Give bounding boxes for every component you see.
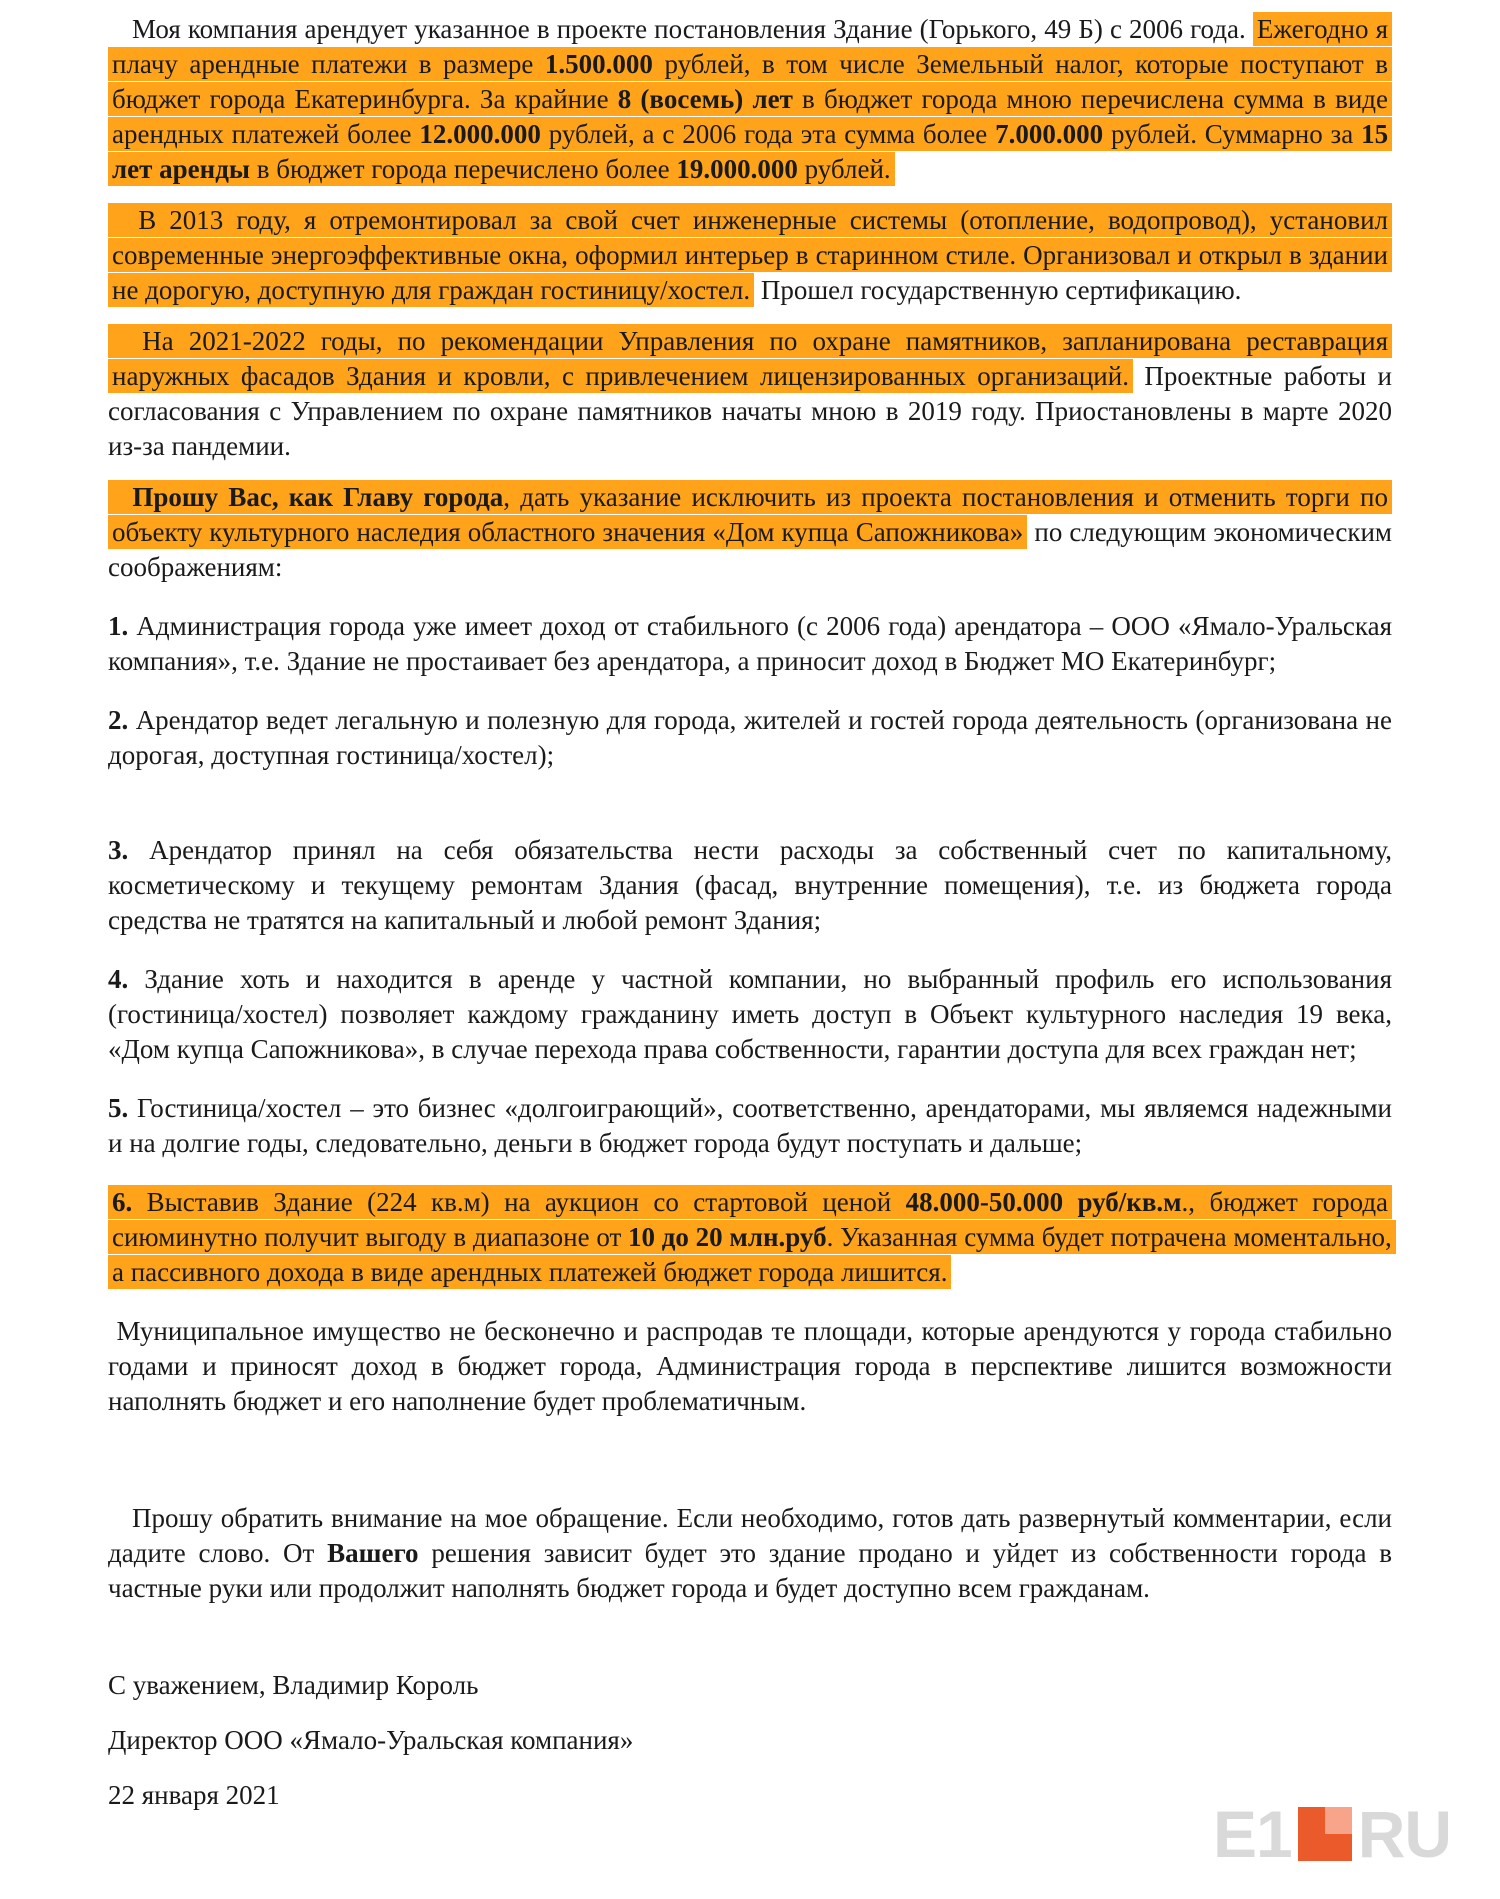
signature-regards: С уважением, Владимир Король xyxy=(108,1670,479,1700)
item-number: 2. xyxy=(108,705,129,735)
bold-price: 48.000-50.000 руб/кв.м xyxy=(905,1187,1182,1217)
item-text: Арендатор принял на себя обязательства нести расходы за собственный счет по капитальному, косметическому и текущему ремонтам Здания (фасад, внутренние помещения), т.е. из бюджета города средства не тратятся на капитальный и любой ремонт Здания; xyxy=(108,835,1393,935)
text-fragment: Прошу обратить внимание на мое обращение. Если необходимо, готов дать развернутый комментарии, если дадите слово. От xyxy=(108,1503,1392,1568)
list-item-4 xyxy=(108,962,1392,1067)
text-fragment: , дать указание исключить из проекта постановления и отменить торги по объекту культурного наследия областного значения «Дом купца Сапожникова» xyxy=(112,482,1389,547)
logo-text-right: RU xyxy=(1357,1797,1452,1871)
bold-word: Вашего xyxy=(327,1538,419,1568)
paragraph-rent-payments xyxy=(108,12,1392,187)
bold-amount: 12.000.000 xyxy=(419,119,541,149)
list-item-2 xyxy=(108,703,1392,773)
bold-amount: 7.000.000 xyxy=(995,119,1104,149)
item-text: Гостиница/хостел – это бизнес «долгоиграющий», соответственно, арендаторами, мы являемся надежными и на долгие годы, следовательно, деньги в бюджет города будут поступать и дальше; xyxy=(108,1093,1392,1158)
text-fragment: рублей, в том числе Земельный налог, которые поступают в бюджет города Екатеринбурга. За крайние xyxy=(112,49,1388,114)
text-fragment: решения зависит будет это здание продано и уйдет из собственности города в частные руки или продолжит наполнять бюджет города и будет доступно всем гражданам. xyxy=(108,1538,1393,1603)
text-fragment: На 2021-2022 годы, по рекомендации Управления по охране памятников, запланирована реставрация наружных фасадов Здания и кровли, с привлечением лицензированных организаций. xyxy=(112,326,1389,391)
text-fragment: Выставив Здание (224 кв.м) на аукцион со стартовой ценой xyxy=(146,1187,892,1217)
text-fragment: Проектные работы и согласования с Управлением по охране памятников начаты мною в 2019 году. Приостановлены в марте 2020 из-за пандемии. xyxy=(108,361,1392,461)
text-fragment: в бюджет города мною перечислена сумма в виде арендных платежей более xyxy=(112,84,1389,149)
text-fragment: Ежегодно я плачу арендные платежи в размере xyxy=(112,14,1389,79)
bold-amount: 1.500.000 xyxy=(544,49,653,79)
item-number: 3. xyxy=(108,835,129,865)
paragraph-text: Моя компания арендует указанное в проекте постановления Здание (Горького, 49 Б) с 2006 года. xyxy=(132,14,1246,44)
bold-amount: 8 (восемь) лет xyxy=(617,84,793,114)
text-fragment: Прошел государственную сертификацию. xyxy=(760,275,1242,305)
item-number: 1. xyxy=(108,611,129,641)
paragraph-renovation xyxy=(108,203,1392,308)
text-fragment: в бюджет города перечислено более xyxy=(256,154,670,184)
paragraph-request xyxy=(108,480,1392,585)
highlighted-text xyxy=(108,1185,1396,1289)
text-fragment: В 2013 году, я отремонтировал за свой счет инженерные системы (отопление, водопровод), установил современные энергоэффективные окна, оформил интерьер в старинном стиле. Организовал и открыл в здании не дорогую, доступную для граждан гостиницу/хостел. xyxy=(112,205,1388,305)
list-item-6 xyxy=(108,1185,1392,1290)
item-text: Арендатор ведет легальную и полезную для города, жителей и гостей города деятельность (организована не дорогая, доступная гостиница/хостел); xyxy=(108,705,1392,770)
item-number: 6. xyxy=(112,1187,133,1217)
paragraph-municipal-property xyxy=(108,1314,1392,1419)
paragraph-restoration xyxy=(108,324,1392,464)
bold-amount: 19.000.000 xyxy=(676,154,798,184)
signature-date: 22 января 2021 xyxy=(108,1780,280,1810)
bold-amount: 10 до 20 млн.руб xyxy=(628,1222,827,1252)
logo-square-icon xyxy=(1298,1807,1352,1861)
text-fragment: по следующим экономическим соображениям: xyxy=(108,517,1393,582)
list-item-1 xyxy=(108,609,1392,679)
signature-position: Директор ООО «Ямало-Уральская компания» xyxy=(108,1725,634,1755)
item-text: Администрация города уже имеет доход от стабильного (с 2006 года) арендатора – ООО «Ямало-Уральская компания», т.е. Здание не простаивает без арендатора, а приносит доход в Бюджет МО Екатеринбург; xyxy=(108,611,1393,676)
text-fragment: рублей. Суммарно за xyxy=(1110,119,1354,149)
letter-page xyxy=(108,12,1392,1813)
text-fragment: рублей, а с 2006 года эта сумма более xyxy=(548,119,988,149)
item-number: 5. xyxy=(108,1093,129,1123)
text-fragment: рублей. xyxy=(804,154,891,184)
list-item-3 xyxy=(108,833,1392,938)
paragraph-closing xyxy=(108,1501,1392,1606)
text-fragment: . Указанная сумма будет потрачена моментально, а пассивного дохода в виде арендных платежей бюджет города лишится. xyxy=(112,1222,1392,1287)
e1-watermark-logo xyxy=(1213,1798,1451,1870)
item-number: 4. xyxy=(108,964,129,994)
bold-amount: 15 лет аренды xyxy=(112,119,1389,184)
item-text: Здание хоть и находится в аренде у частной компании, но выбранный профиль его использования (гостиница/хостел) позволяет каждому гражданину иметь доступ в Объект культурного наследия 19 века, «Дом купца Сапожникова», в случае перехода права собственности, гарантии доступа для всех граждан нет; xyxy=(108,964,1393,1064)
bold-request: Прошу Вас, как Главу города xyxy=(132,482,504,512)
text-fragment: ., бюджет города сиюминутно получит выгоду в диапазоне от xyxy=(112,1187,1389,1252)
list-item-5 xyxy=(108,1091,1392,1161)
text-fragment: Муниципальное имущество не бесконечно и распродав те площади, которые арендуются у города стабильно годами и приносят доход в бюджет города, Администрация города в перспективе лишится возможности наполнять бюджет и его наполнение будет проблематичным. xyxy=(108,1316,1392,1416)
logo-text-left: E1 xyxy=(1213,1797,1292,1871)
